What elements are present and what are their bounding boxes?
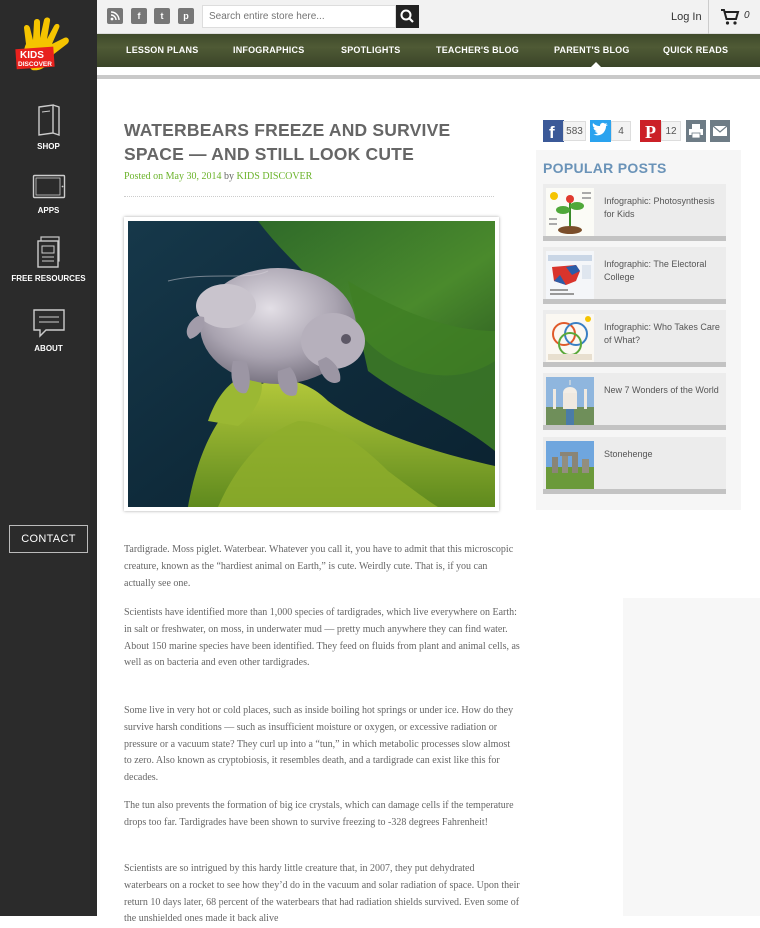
right-gutter <box>623 598 760 916</box>
author-link[interactable]: KIDS DISCOVER <box>236 171 313 182</box>
sidebar-item-label: ABOUT <box>34 344 63 353</box>
article-paragraph-2: Scientists have identified more than 1,000 species of tardigrades, which live everywhere on Earth: in salt or freshwater, on moss, in underwater mud — pretty much anywhere they can find water. About 150 marine species have been identified. They feed on fluids from plant and animal cells, as well as on bacteria and even other tardigrades. <box>124 607 520 669</box>
logo-text-kids: KIDS <box>20 50 44 61</box>
popular-post-thumbnail <box>546 251 594 299</box>
print-button[interactable] <box>686 120 706 142</box>
svg-text:P: P <box>645 122 656 142</box>
popular-post-item[interactable] <box>543 373 726 430</box>
popular-post-title: Infographic: Who Takes Care of What? <box>604 322 720 345</box>
sidebar-item-label: SHOP <box>37 142 60 151</box>
twitter-bird-icon <box>590 120 611 142</box>
printer-icon <box>686 120 706 142</box>
sidebar-item-apps[interactable] <box>0 174 97 215</box>
popular-posts-title: POPULAR POSTS <box>543 160 667 176</box>
facebook-icon[interactable]: f <box>131 8 147 24</box>
active-nav-indicator <box>590 62 602 68</box>
nav-quick-reads[interactable]: QUICK READS <box>663 45 729 55</box>
twitter-share-count: 4 <box>611 121 631 141</box>
article-byline <box>124 171 312 182</box>
popular-post-item[interactable] <box>543 247 726 304</box>
popular-post-thumbnail <box>546 441 594 489</box>
posted-date: Posted on May 30, 2014 <box>124 171 222 182</box>
left-sidebar <box>0 0 97 916</box>
main-nav <box>97 34 760 67</box>
search-input[interactable] <box>202 5 396 28</box>
by-text: by <box>224 171 234 182</box>
popular-post-title: Infographic: The Electoral College <box>604 259 707 282</box>
title-divider <box>124 196 494 197</box>
search-icon <box>396 5 419 28</box>
nav-underline <box>97 67 760 79</box>
sidebar-item-label: FREE RESOURCES <box>11 274 86 283</box>
document-icon <box>35 236 63 268</box>
sidebar-item-label: APPS <box>37 206 60 215</box>
top-bar <box>97 0 760 34</box>
search-button[interactable] <box>396 5 419 28</box>
pinterest-share-button[interactable] <box>640 120 661 142</box>
svg-text:f: f <box>549 123 555 142</box>
popular-post-title: Stonehenge <box>604 449 653 459</box>
tablet-icon <box>32 174 66 200</box>
article-paragraph-5: Scientists are so intrigued by this hardy little creature that, in 2007, they put dehydrated waterbears on a rocket to see how they’d do in the vacuum and solar radiation of space. Upon their return 10 days later, 68 percent of the waterbears that had radiation shields survived. Even some of the unshielded ones made it back alive <box>124 863 520 925</box>
book-icon <box>36 104 62 136</box>
pinterest-share-count: 12 <box>661 121 681 141</box>
article-paragraph-1: Tardigrade. Moss piglet. Waterbear. Whatever you call it, you have to admit that this microscopic creature, known as the “hardiest animal on Earth,” is cute. Weirdly cute. That is, if you can actually see one. <box>124 544 514 589</box>
pinterest-icon <box>640 120 661 142</box>
logo-text-discover: DISCOVER <box>18 61 52 68</box>
popular-post-thumbnail <box>546 377 594 425</box>
sidebar-item-shop[interactable] <box>0 104 97 151</box>
facebook-icon <box>543 120 564 142</box>
pinterest-icon[interactable]: p <box>178 8 194 24</box>
popular-post-thumbnail <box>546 314 594 362</box>
tardigrade-photo <box>128 221 495 507</box>
nav-parents-blog[interactable]: PARENT'S BLOG <box>554 45 630 55</box>
popular-post-item[interactable] <box>543 437 726 494</box>
article-title: WATERBEARS FREEZE AND SURVIVE SPACE — AND STILL LOOK CUTE <box>124 120 451 164</box>
popular-post-title: Infographic: Photosynthesis for Kids <box>604 196 715 219</box>
twitter-share-button[interactable] <box>590 120 611 142</box>
cart-count: 0 <box>744 10 750 21</box>
rss-icon[interactable] <box>107 8 123 24</box>
email-button[interactable] <box>710 120 730 142</box>
nav-teachers-blog[interactable]: TEACHER'S BLOG <box>436 45 519 55</box>
sidebar-item-free-resources[interactable] <box>0 236 97 283</box>
article-paragraph-3: Some live in very hot or cold places, such as inside boiling hot springs or under ice. How do they survive harsh conditions — such as insufficient moisture or oxygen, or excessive radiation or pressure or a vacuum state? They curl up into a “tun,” in which metabolic processes slow almost to zero. Also known as cryptobiosis, it resembles death, and a tardigrade can exist like this for decades. <box>124 705 514 784</box>
popular-post-item[interactable] <box>543 310 726 367</box>
nav-infographics[interactable]: INFOGRAPHICS <box>233 45 305 55</box>
kids-discover-logo[interactable] <box>14 18 80 76</box>
cart-icon <box>720 8 740 26</box>
speech-bubble-icon <box>32 308 66 338</box>
popular-post-title: New 7 Wonders of the World <box>604 385 719 395</box>
envelope-icon <box>710 120 730 142</box>
contact-button[interactable]: CONTACT <box>9 525 88 553</box>
divider <box>708 0 709 34</box>
cart-button[interactable] <box>720 8 740 31</box>
popular-post-item[interactable] <box>543 184 726 241</box>
login-link[interactable]: Log In <box>671 11 702 23</box>
popular-post-thumbnail <box>546 188 594 236</box>
sidebar-item-about[interactable] <box>0 308 97 353</box>
nav-lesson-plans[interactable]: LESSON PLANS <box>126 45 199 55</box>
facebook-share-button[interactable] <box>543 120 564 142</box>
article-image <box>124 217 499 511</box>
twitter-icon[interactable]: t <box>154 8 170 24</box>
facebook-share-count: 583 <box>563 121 586 141</box>
nav-spotlights[interactable]: SPOTLIGHTS <box>341 45 401 55</box>
article-paragraph-4: The tun also prevents the formation of big ice crystals, which can damage cells if the temperature drops too far. Tardigrades have been shown to survive freezing to -328 degrees Fahrenheit! <box>124 800 514 828</box>
